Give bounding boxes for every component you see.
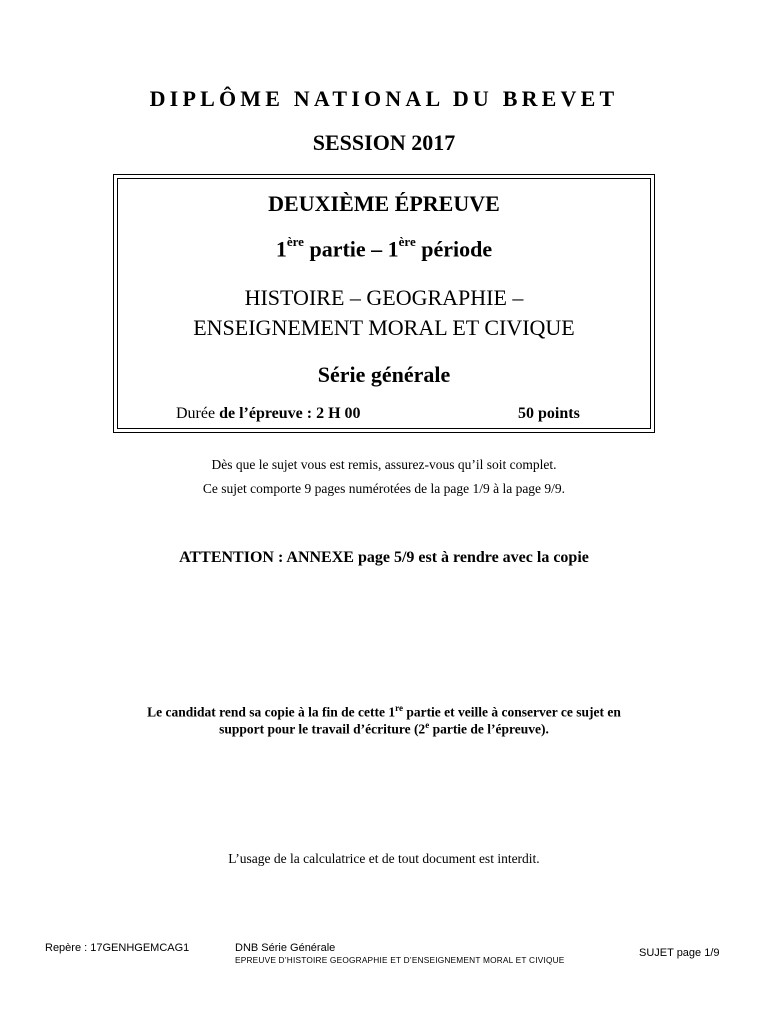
cand1-text-a: Le candidat rend sa copie à la fin de cette 1 [147,704,396,720]
footer-page-number: SUJET page 1/9 [639,947,720,959]
candidat-instruction-line1 [0,703,768,721]
exam-duration [176,405,361,423]
partie-sup1: ère [286,234,304,249]
exam-subject-line1: HISTOIRE – GEOGRAPHIE – [244,285,524,310]
cand1-text-b: partie et veille à conserver ce sujet en [402,704,621,720]
partie-num1: 1 [275,236,287,262]
attention-annexe: ATTENTION : ANNEXE page 5/9 est à rendre avec la copie [179,549,589,566]
exam-partie [0,236,768,262]
instruction-pages: Ce sujet comporte 9 pages numérotées de la page 1/9 à la page 9/9. [202,481,566,496]
duration-label: Durée [176,405,220,422]
candidat-instruction-line2 [0,720,768,738]
exam-subject-line2: ENSEIGNEMENT MORAL ET CIVIQUE [193,315,575,340]
cand2-sup: e [425,720,430,730]
partie-sup2: ère [398,234,416,249]
duration-value: de l’épreuve : 2 H 00 [219,405,361,422]
exam-epreuve: DEUXIÈME ÉPREUVE [268,191,500,216]
exam-points: 50 points [518,405,580,422]
cand1-sup: re [395,703,403,713]
partie-word1: partie – [303,236,388,262]
calculator-rule: L’usage de la calculatrice et de tout document est interdit. [228,851,540,866]
session-year: SESSION 2017 [312,130,456,155]
partie-word2: période [415,236,493,262]
document-title: DIPLÔME NATIONAL DU BREVET [149,86,619,111]
footer-epreuve: EPREUVE D’HISTOIRE GEOGRAPHIE ET D’ENSEIGNEMENT MORAL ET CIVIQUE [235,955,565,965]
cand2-text-a: support pour le travail d’écriture (2 [219,721,426,737]
partie-num2: 1 [387,236,399,262]
footer-repere: Repère : 17GENHGEMCAG1 [45,942,190,954]
exam-serie: Série générale [317,362,451,387]
cand2-text-b: partie de l’épreuve). [429,721,549,737]
instruction-complete: Dès que le sujet vous est remis, assurez-vous qu’il soit complet. [211,457,557,472]
footer-dnb: DNB Série Générale [235,942,336,954]
